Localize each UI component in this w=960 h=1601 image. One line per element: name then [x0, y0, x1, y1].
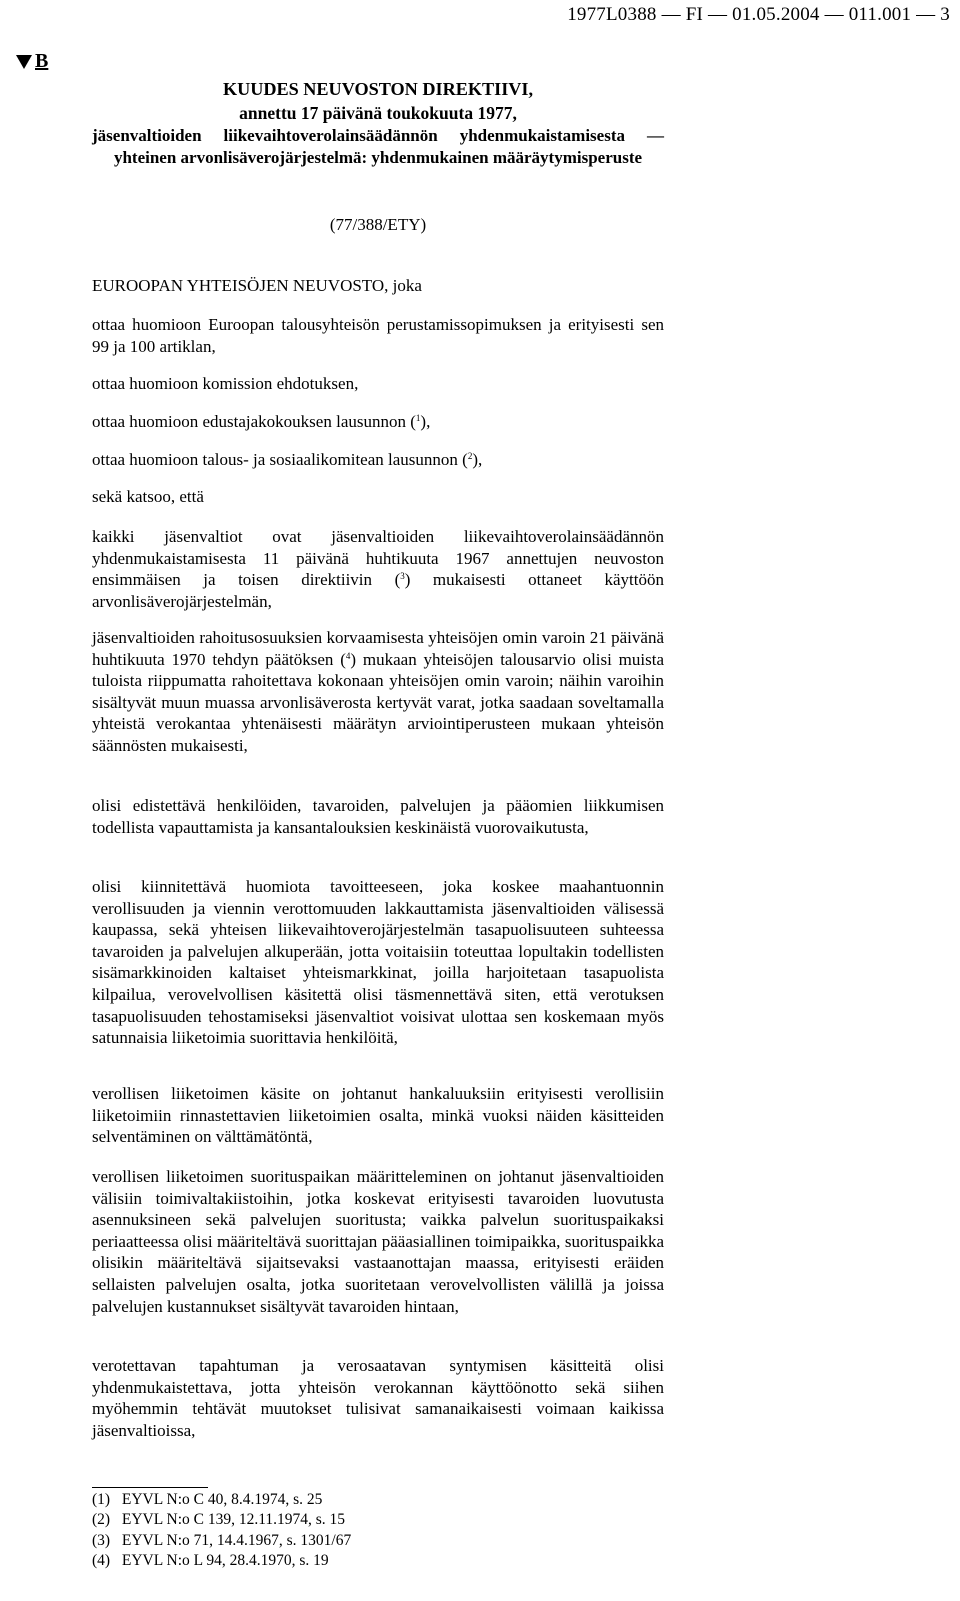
header-dash: — [707, 4, 733, 25]
recital-4: olisi kiinnitettävä huomiota tavoitteeseen, joka koskee maahantuonnin verollisuuden ja viennin verottomuuden lakkauttamista jäsenvaltioiden välisessä kaupassa, sekä yhteisen liikevaihtoverojärjestelmän tasapuolisuuteen suhteessa tavaroiden ja palvelujen alkuperään, jotta voitaisiin toteuttaa lopultakin todellisten sisämarkkinoiden kaltaiset yhteismarkkinat, joilla harjoitetaan tasapuolista kilpailua, verovelvollisen käsitettä olisi täsmennettävä siten, että verotuksen tasapuolisuuden tehostamiseksi jäsenvaltiot voisivat ulottaa sen koskemaan myös satunnaisia liiketoimia suorittavia henkilöitä, [92, 877, 664, 1048]
recital-5: verollisen liiketoimen käsite on johtanut hankaluuksiin erityisesti verollisiin liiketoimiin rinnastettavien liiketoimien osalta, minkä vuoksi näiden käsitteiden selventäminen on välttämätöntä, [92, 1084, 664, 1147]
doc-date: 01.05.2004 [732, 4, 820, 25]
document-title [92, 77, 664, 168]
footnote-ref[interactable]: 3 [400, 571, 405, 582]
footnote-4: (4) EYVL N:o L 94, 28.4.1970, s. 19 [92, 1551, 329, 1569]
footnote-ref[interactable]: 4 [345, 650, 351, 661]
title-line-3: jäsenvaltioiden liikevaihtoverolainsäädännön yhdenmukaistamisesta — yhteinen arvonlisäverojärjestelmä: yhdenmukainen määräytymisperuste [92, 126, 664, 167]
header-dash: — [824, 4, 849, 25]
footnote-2: (2) EYVL N:o C 139, 12.11.1974, s. 15 [92, 1511, 346, 1529]
recital-text: ottaa huomioon talous- ja sosiaalikomitean lausunnon [92, 450, 458, 469]
header-dash: — [661, 4, 686, 25]
title-line-1: KUUDES NEUVOSTON DIREKTIIVI, [222, 79, 534, 99]
recital-2: jäsenvaltioiden rahoitusosuuksien korvaamisesta yhteisöjen omin varoin 21 päivänä huhtikuuta 1970 tehdyn päätöksen ($^4$) mukaan yhteisöjen talousarvio olisi muista tuloista riippumatta rahoitettava kokonaan yhteisöjen omin varoin; näihin varoihin sisältyvät muun muassa arvonlisäverosta kertyvät varat, jotka saadaan soveltamalla yhteistä verokantaa yhtenäisesti määrätyn arviointiperusteen mukaan yhteisön säännösten mukaisesti, [92, 628, 664, 755]
recital-text: ottaa huomioon edustajakokouksen lausunnon [92, 412, 406, 431]
council-intro: EUROOPAN YHTEISÖJEN NEUVOSTO, joka [92, 276, 422, 295]
recital-6: verollisen liiketoimen suorituspaikan määritteleminen on johtanut jäsenvaltioiden välisiin toimivaltakiistoihin, jotka koskevat erityisesti tavaroiden luovutusta asennuksineen sekä palvelujen suoritusta; vaikka palvelun suorituspaikaksi periaatteessa olisi määriteltävä suorittajan pääasiallinen toimipaikka, suorituspaikka olisikin määriteltävä sijaitsevaksi vastaanottajan maassa, erityisesti eräiden sellaisten palvelujen osalta, jotka suoritetaan verovelvollisten välillä ja joissa palvelujen kustannukset sisältyvät tavaroiden hintaan, [92, 1167, 664, 1316]
footnote-ref[interactable]: 1 [415, 413, 421, 423]
amendment-marker[interactable] [16, 50, 48, 73]
marker-letter: B [35, 50, 49, 72]
doc-version: 011.001 [848, 4, 912, 25]
title-line-2: annettu 17 päivänä toukokuuta 1977, [239, 103, 517, 123]
document-reference: (77/388/ETY) [329, 215, 427, 234]
footnote-ref[interactable]: 2 [467, 451, 473, 461]
doc-id: 1977L0388 [567, 4, 657, 25]
page-number: 3 [940, 4, 950, 25]
footnote-1: (1) EYVL N:o C 40, 8.4.1974, s. 25 [92, 1491, 323, 1508]
recital-ecosoc: ottaa huomioon talous- ja sosiaalikomitean lausunnon ($^2$), [92, 450, 483, 469]
doc-language: FI [685, 4, 704, 25]
footnotes [92, 1490, 351, 1571]
recital-1: kaikki jäsenvaltiot ovat jäsenvaltioiden liikevaihtoverolainsäädännön yhdenmukaistamisesta 11 päivänä huhtikuuta 1967 annettujen neuvoston ensimmäisen ja toisen direktiivin ($^3$) mukaisesti ottaneet käyttöön arvonlisäverojärjestelmän, [92, 527, 664, 611]
footnote-divider [92, 1487, 208, 1488]
recital-7: verotettavan tapahtuman ja verosaatavan syntymisen käsitteitä olisi yhdenmukaistettava, jotta yhteisön verokannan käyttöönotto sekä siihen myöhemmin tehtävät muutokset tulisivat samanaikaisesti voimaan kaikissa jäsenvaltioissa, [92, 1356, 664, 1440]
recital-parliament: ottaa huomioon edustajakokouksen lausunnon ($^1$), [92, 412, 431, 431]
triangle-down-icon [16, 55, 32, 69]
recital-3: olisi edistettävä henkilöiden, tavaroiden, palvelujen ja pääomien liikkumisen todellista vapauttamista ja kansantalouksien keskinäistä vuorovaikutusta, [92, 796, 664, 837]
recital-commission: ottaa huomioon komission ehdotuksen, [92, 374, 359, 393]
footnote-3: (3) EYVL N:o 71, 14.4.1967, s. 1301/67 [92, 1531, 352, 1549]
recital-whereas: sekä katsoo, että [92, 487, 204, 506]
recital-legal-basis: ottaa huomioon Euroopan talousyhteisön perustamissopimuksen ja erityisesti sen 99 ja 100 artiklan, [92, 315, 664, 356]
header-dash: — [916, 4, 941, 25]
page-header [567, 4, 950, 26]
